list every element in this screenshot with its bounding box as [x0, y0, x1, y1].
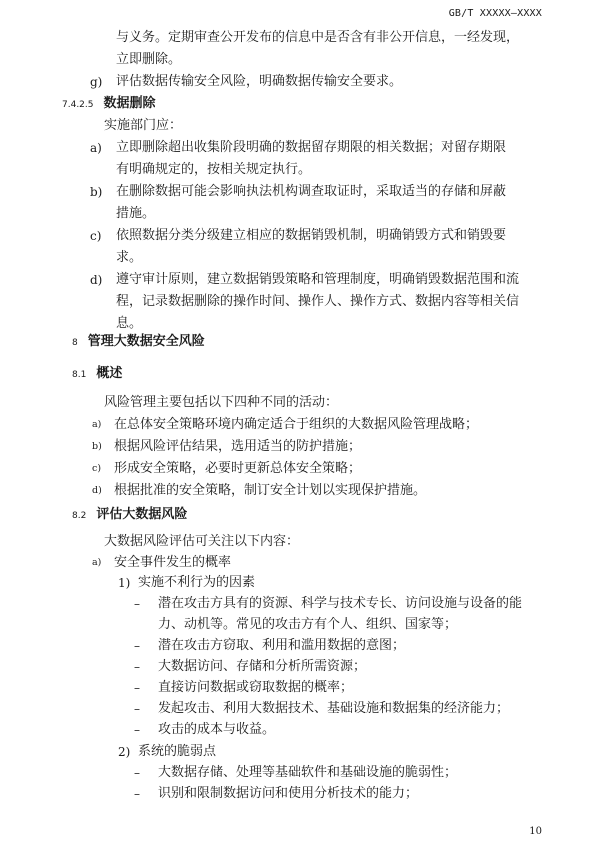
- sublist-item-text: 实施不利行为的因素: [138, 575, 256, 590]
- list-marker: c): [90, 229, 102, 243]
- list-item-text: 安全事件发生的概率: [114, 555, 232, 570]
- list-item-text: 在总体安全策略环境内确定适合于组织的大数据风险管理战略；: [114, 417, 479, 432]
- dash-bullet: –: [134, 597, 140, 611]
- section-title: 数据删除: [103, 96, 156, 111]
- list-item-text: 立即删除超出收集阶段明确的数据留存期限的相关数据；对留存期限: [116, 140, 507, 155]
- list-marker: d): [92, 485, 102, 496]
- list-item-text: 根据批准的安全策略，制订安全计划以实现保护措施。: [114, 483, 427, 498]
- dash-bullet: –: [134, 702, 140, 716]
- dash-bullet: –: [134, 660, 140, 674]
- section-title: 概述: [96, 366, 123, 381]
- page-number: 10: [529, 826, 542, 837]
- continued-paragraph: 与义务。定期审查公开发布的信息中是否含有非公开信息，一经发现，: [116, 30, 520, 45]
- list-marker: d): [90, 273, 103, 287]
- section-intro: 风险管理主要包括以下四种不同的活动：: [104, 395, 339, 410]
- list-marker: a): [92, 419, 102, 430]
- section-number: 8.2: [72, 511, 87, 521]
- dash-item-text: 发起攻击、利用大数据技术、基础设施和数据集的经济能力；: [158, 701, 510, 716]
- section-intro: 实施部门应：: [104, 118, 183, 133]
- section-heading: [72, 505, 187, 526]
- list-marker: a): [90, 141, 102, 155]
- dash-item-text: 直接访问数据或窃取数据的概率；: [158, 680, 354, 695]
- list-marker: c): [92, 463, 102, 474]
- list-item-text: 息。: [116, 316, 143, 331]
- chapter-title: 管理大数据安全风险: [87, 334, 205, 349]
- list-item-text: 措施。: [116, 206, 156, 221]
- list-item-text: 在删除数据可能会影响执法机构调查取证时，采取适当的存储和屏蔽: [116, 184, 507, 199]
- dash-item-text: 潜在攻击方窃取、利用和滥用数据的意图；: [158, 638, 406, 653]
- dash-bullet: –: [134, 766, 140, 780]
- dash-item-text: 潜在攻击方具有的资源、科学与技术专长、访问设施与设备的能: [158, 596, 523, 611]
- section-intro: 大数据风险评估可关注以下内容：: [104, 534, 300, 549]
- dash-item-text: 力、动机等。常见的攻击方有个人、组织、国家等；: [158, 617, 458, 632]
- dash-bullet: –: [134, 723, 140, 737]
- list-marker: a): [92, 557, 102, 568]
- sublist-marker: 2): [118, 745, 131, 759]
- list-item-text: 有明确规定的，按相关规定执行。: [116, 162, 312, 177]
- list-item-text: 求。: [116, 250, 143, 265]
- list-item-text: 评估数据传输安全风险，明确数据传输安全要求。: [116, 74, 403, 89]
- dash-item-text: 大数据存储、处理等基础软件和基础设施的脆弱性；: [158, 765, 458, 780]
- list-marker: b): [90, 185, 103, 199]
- sublist-item-text: 系统的脆弱点: [138, 744, 217, 759]
- standard-code: GB/T XXXXX—XXXX: [448, 8, 542, 19]
- dash-item-text: 识别和限制数据访问和使用分析技术的能力；: [158, 786, 419, 801]
- section-number: 7.4.2.5: [62, 100, 94, 110]
- dash-bullet: –: [134, 639, 140, 653]
- list-item-text: 遵守审计原则，建立数据销毁策略和管理制度，明确销毁数据范围和流: [116, 272, 520, 287]
- dash-bullet: –: [134, 787, 140, 801]
- section-heading: [62, 94, 156, 115]
- dash-bullet: –: [134, 681, 140, 695]
- list-item-text: 依照数据分类分级建立相应的数据销毁机制，明确销毁方式和销毁要: [116, 228, 507, 243]
- section-number: 8.1: [72, 370, 87, 380]
- list-item-text: 形成安全策略，必要时更新总体安全策略；: [114, 461, 362, 476]
- list-item-text: 根据风险评估结果，选用适当的防护措施；: [114, 439, 362, 454]
- chapter-number: 8: [72, 338, 78, 348]
- section-title: 评估大数据风险: [96, 507, 188, 522]
- chapter-heading: [72, 332, 205, 353]
- dash-item-text: 大数据访问、存储和分析所需资源；: [158, 659, 367, 674]
- section-heading: [72, 364, 122, 385]
- list-item-text: 程，记录数据删除的操作时间、操作人、操作方式、数据内容等相关信: [116, 294, 520, 309]
- dash-item-text: 攻击的成本与收益。: [158, 722, 276, 737]
- sublist-marker: 1): [118, 576, 131, 590]
- list-marker: b): [92, 441, 102, 452]
- continued-paragraph: 立即删除。: [116, 52, 182, 67]
- list-marker: g): [90, 75, 103, 89]
